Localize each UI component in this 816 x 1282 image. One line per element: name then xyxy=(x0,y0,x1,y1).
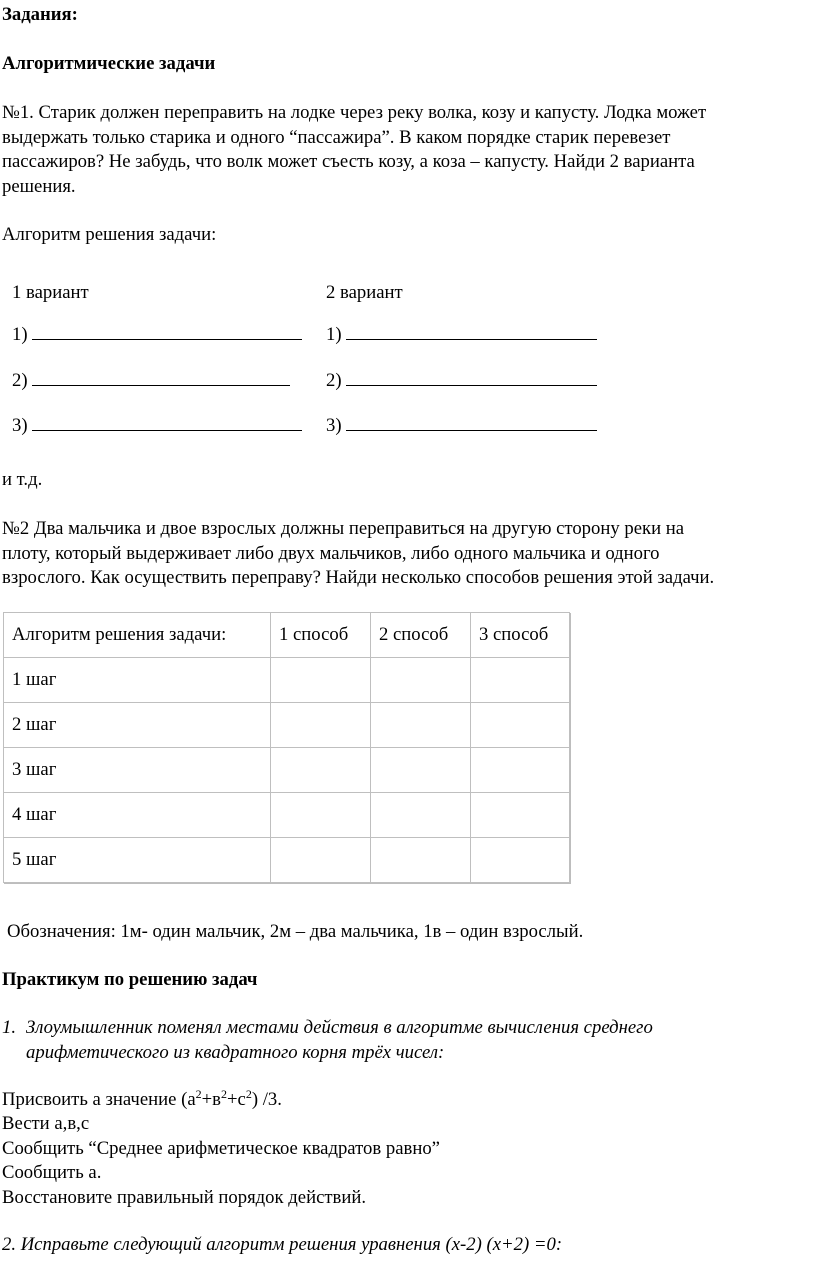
table-header-cell: 2 способ xyxy=(371,613,471,658)
variant1-step-1 xyxy=(12,323,302,348)
text-line: пассажиров? Не забудь, что волк может съесть козу, а коза – капусту. Найди 2 варианта xyxy=(2,151,695,172)
step-number: 3) xyxy=(326,415,342,436)
exponent: 2 xyxy=(195,1087,202,1101)
variant2-step-2 xyxy=(326,369,597,394)
formula-part: ) /3. xyxy=(251,1089,282,1110)
step-number: 1) xyxy=(12,324,28,345)
step-label-cell: 5 шаг xyxy=(4,838,271,883)
table-row xyxy=(4,838,570,883)
empty-cell[interactable] xyxy=(371,703,471,748)
solution-table xyxy=(3,612,570,883)
step-label-cell: 4 шаг xyxy=(4,793,271,838)
task1-algorithm-label: Алгоритм решения задачи: xyxy=(2,224,217,245)
step-label-cell: 2 шаг xyxy=(4,703,271,748)
text-line: Вести а,в,с xyxy=(2,1113,90,1134)
legend-text: Обозначения: 1м- один мальчик, 2м – два мальчика, 1в – один взрослый. xyxy=(7,921,584,942)
empty-cell[interactable] xyxy=(271,748,371,793)
text-line: №1. Старик должен переправить на лодке через реку волка, козу и капусту. Лодка может xyxy=(2,102,707,123)
empty-cell[interactable] xyxy=(471,793,570,838)
empty-cell[interactable] xyxy=(471,838,570,883)
answer-blank[interactable] xyxy=(32,371,290,386)
answer-blank[interactable] xyxy=(346,416,597,431)
variant1-label: 1 вариант xyxy=(12,282,89,303)
formula-part: Присвоить а значение (а xyxy=(2,1089,196,1110)
empty-cell[interactable] xyxy=(371,748,471,793)
text-line: Сообщить а. xyxy=(2,1162,102,1183)
text-line: №2 Два мальчика и двое взрослых должны переправиться на другую сторону реки на xyxy=(2,518,685,539)
step-label-cell: 1 шаг xyxy=(4,658,271,703)
text-line: Злоумышленник поменял местами действия в алгоритме вычисления среднего xyxy=(26,1017,653,1038)
assign-line xyxy=(2,1088,282,1113)
formula-part: +с xyxy=(226,1089,246,1110)
empty-cell[interactable] xyxy=(371,838,471,883)
step-number: 2) xyxy=(326,370,342,391)
answer-blank[interactable] xyxy=(346,371,597,386)
empty-cell[interactable] xyxy=(271,703,371,748)
table-header-cell: 1 способ xyxy=(271,613,371,658)
text-line: решения. xyxy=(2,175,76,197)
formula-part: +в xyxy=(201,1089,221,1110)
table-row xyxy=(4,748,570,793)
empty-cell[interactable] xyxy=(271,838,371,883)
tasks-heading: Задания: xyxy=(2,4,78,25)
step-number: 2) xyxy=(12,370,28,391)
variant1-step-2 xyxy=(12,369,290,394)
empty-cell[interactable] xyxy=(471,703,570,748)
practicum-item-1 xyxy=(26,1016,653,1065)
practicum-item-2: 2. Исправьте следующий алгоритм решения уравнения (х-2) (х+2) =0: xyxy=(2,1234,563,1255)
etc-text: и т.д. xyxy=(2,469,43,490)
table-row xyxy=(4,703,570,748)
empty-cell[interactable] xyxy=(371,793,471,838)
text-line: Сообщить “Среднее арифметическое квадратов равно” xyxy=(2,1137,440,1159)
variant2-step-1 xyxy=(326,323,597,348)
variant1-step-3 xyxy=(12,414,302,439)
answer-blank[interactable] xyxy=(32,325,302,340)
table-header-cell: Алгоритм решения задачи: xyxy=(4,613,271,658)
step-number: 3) xyxy=(12,415,28,436)
variant2-label: 2 вариант xyxy=(326,282,403,303)
exponent: 2 xyxy=(245,1087,252,1101)
empty-cell[interactable] xyxy=(471,748,570,793)
variant2-step-3 xyxy=(326,414,597,439)
text-line: выдержать только старика и одного “пассажира”. В каком порядке старик перевезет xyxy=(2,126,671,148)
exponent: 2 xyxy=(220,1087,227,1101)
task2-paragraph xyxy=(2,517,714,591)
table-header-cell: 3 способ xyxy=(471,613,570,658)
text-line: Восстановите правильный порядок действий. xyxy=(2,1186,367,1208)
task1-paragraph xyxy=(2,101,706,199)
table-row xyxy=(4,658,570,703)
answer-blank[interactable] xyxy=(32,416,302,431)
empty-cell[interactable] xyxy=(371,658,471,703)
answer-blank[interactable] xyxy=(346,325,597,340)
step-label-cell: 3 шаг xyxy=(4,748,271,793)
text-line: плоту, который выдерживает либо двух мальчиков, либо одного мальчика и одного xyxy=(2,542,660,564)
section-heading: Алгоритмические задачи xyxy=(2,53,216,74)
practicum-heading: Практикум по решению задач xyxy=(2,969,258,990)
text-line: взрослого. Как осуществить переправу? Найди несколько способов решения этой задачи. xyxy=(2,567,715,588)
step-number: 1) xyxy=(326,324,342,345)
table-row xyxy=(4,793,570,838)
empty-cell[interactable] xyxy=(471,658,570,703)
empty-cell[interactable] xyxy=(271,793,371,838)
text-line: арифметического из квадратного корня трёх чисел: xyxy=(26,1041,445,1063)
algorithm-lines xyxy=(2,1112,440,1210)
empty-cell[interactable] xyxy=(271,658,371,703)
practicum-item-1-number: 1. xyxy=(2,1017,17,1038)
table-header-row xyxy=(4,613,570,658)
